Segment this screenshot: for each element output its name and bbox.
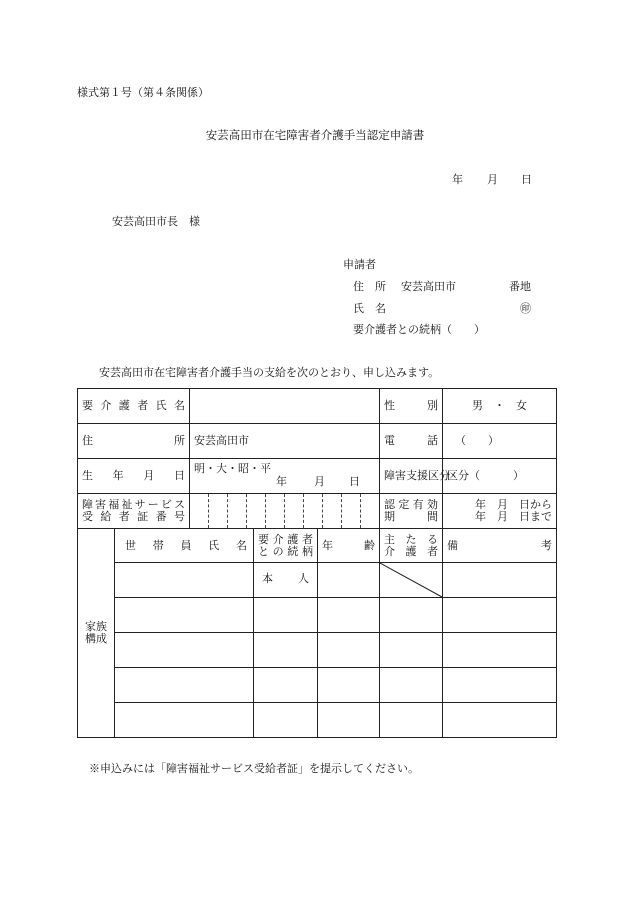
family-row (78, 598, 557, 633)
family-label-line2: 構成 (85, 632, 107, 645)
validity-field[interactable] (443, 494, 557, 529)
birthdate-field[interactable] (190, 459, 380, 494)
family-age-5[interactable] (318, 703, 380, 738)
support-label-cell (380, 459, 450, 494)
care-name-label-cell (78, 389, 190, 424)
phone-label-cell (380, 424, 443, 459)
family-relation-2[interactable] (254, 598, 318, 633)
family-remarks-3[interactable] (443, 633, 557, 668)
care-name-label: 要介護者氏名 (82, 399, 185, 412)
family-relation-5[interactable] (254, 703, 318, 738)
statement: 安芸高田市在宅障害者介護手当の支給を次のとおり、申し込みます。 (99, 366, 440, 379)
family-row (78, 668, 557, 703)
family-remarks-1[interactable] (443, 563, 557, 598)
diagonal-strike (380, 563, 442, 597)
applicant-address-suffix: 番地 (509, 280, 531, 293)
form-number: 様式第１号（第４条関係） (77, 86, 209, 99)
validity-from: 年 月 日から (475, 498, 552, 511)
birth-year: 年 (276, 475, 287, 488)
phone-value: （ ） (455, 434, 499, 447)
family-row (78, 633, 557, 668)
support-label: 障害支援区分 (384, 469, 450, 482)
cert-label-cell (78, 494, 190, 529)
date-month: 月 (487, 173, 498, 186)
col-caregiver-line1: 主たる (384, 532, 438, 546)
date-year: 年 (452, 173, 463, 186)
row-address (78, 424, 557, 459)
family-member-name-2[interactable] (115, 598, 254, 633)
phone-label: 電話 (384, 434, 438, 447)
self-label: 本 人 (262, 572, 309, 585)
family-caregiver-5[interactable] (380, 703, 443, 738)
col-relation-line2: との続柄 (258, 544, 313, 558)
col-relation (254, 529, 318, 563)
col-remarks (443, 529, 557, 563)
family-age-3[interactable] (318, 633, 380, 668)
family-remarks-5[interactable] (443, 703, 557, 738)
family-caregiver-1-crossed (380, 563, 443, 598)
col-age-char2: 齢 (364, 538, 375, 552)
footnote: ※申込みには「障害福祉サービス受給者証」を提示してください。 (89, 762, 419, 775)
col-member-name-label: 世帯員氏名 (125, 538, 247, 552)
validity-to: 年 月 日まで (475, 510, 552, 523)
support-field[interactable] (443, 459, 557, 494)
applicant-name-label: 氏 名 (353, 302, 386, 315)
row-care-recipient-name (78, 389, 557, 424)
family-row (78, 703, 557, 738)
cert-label-line2: 受給者証番号 (82, 510, 185, 523)
addressee: 安芸高田市長 様 (112, 215, 200, 228)
family-member-name-4[interactable] (115, 668, 254, 703)
cert-label-line1: 障害福祉サービス (82, 498, 185, 511)
validity-label-cell (380, 494, 443, 529)
family-label-cell (78, 529, 115, 738)
applicant-relation: 要介護者との続柄（ ） (353, 323, 485, 336)
validity-label-line2: 期間 (384, 510, 438, 523)
application-table (77, 388, 557, 738)
address-label: 住所 (82, 434, 185, 447)
family-relation-1 (254, 563, 318, 598)
family-remarks-4[interactable] (443, 668, 557, 703)
applicant-address-label: 住 所 (353, 280, 386, 293)
birth-month: 月 (314, 475, 325, 488)
certificate-number-field[interactable] (190, 494, 380, 529)
row-birthdate (78, 459, 557, 494)
col-age-char1: 年 (322, 538, 333, 552)
family-caregiver-2[interactable] (380, 598, 443, 633)
era-options: 明・大・昭・平 (194, 462, 271, 475)
birth-day: 日 (349, 475, 360, 488)
col-remarks-char2: 考 (541, 538, 552, 552)
family-member-name-1[interactable] (115, 563, 254, 598)
family-member-name-5[interactable] (115, 703, 254, 738)
sex-label-cell (380, 389, 443, 424)
sex-label: 性別 (384, 399, 438, 412)
sex-field[interactable] (443, 389, 557, 424)
family-remarks-2[interactable] (443, 598, 557, 633)
phone-field[interactable] (443, 424, 557, 459)
care-name-field[interactable] (190, 389, 380, 424)
address-field[interactable] (190, 424, 380, 459)
family-age-4[interactable] (318, 668, 380, 703)
certificate-digit-boxes (190, 494, 379, 528)
birth-label: 生年月日 (82, 469, 185, 482)
family-age-2[interactable] (318, 598, 380, 633)
family-relation-4[interactable] (254, 668, 318, 703)
col-age (318, 529, 380, 563)
family-caregiver-4[interactable] (380, 668, 443, 703)
date-day: 日 (521, 173, 532, 186)
sex-options: 男 ・ 女 (472, 399, 527, 412)
document-title: 安芸高田市在宅障害者介護手当認定申請書 (205, 128, 425, 142)
seal-mark: ㊞ (520, 302, 531, 315)
birth-label-cell (78, 459, 190, 494)
address-value: 安芸高田市 (194, 434, 249, 447)
col-remarks-char1: 備 (447, 538, 458, 552)
row-family-header (78, 529, 557, 563)
col-relation-line1: 要介護者 (258, 532, 313, 546)
applicant-heading: 申請者 (343, 258, 376, 271)
col-caregiver-line2: 介護者 (384, 544, 438, 558)
support-value: 区分（ ） (447, 469, 524, 482)
family-age-1[interactable] (318, 563, 380, 598)
address-label-cell (78, 424, 190, 459)
family-member-name-3[interactable] (115, 633, 254, 668)
col-member-name (115, 529, 254, 563)
applicant-address-value: 安芸高田市 (401, 280, 456, 293)
validity-label-line1: 認定有効 (384, 498, 438, 511)
row-certificate (78, 494, 557, 529)
family-label-line1: 家族 (85, 620, 107, 633)
family-row-self (78, 563, 557, 598)
col-caregiver (380, 529, 443, 563)
family-caregiver-3[interactable] (380, 633, 443, 668)
family-relation-3[interactable] (254, 633, 318, 668)
